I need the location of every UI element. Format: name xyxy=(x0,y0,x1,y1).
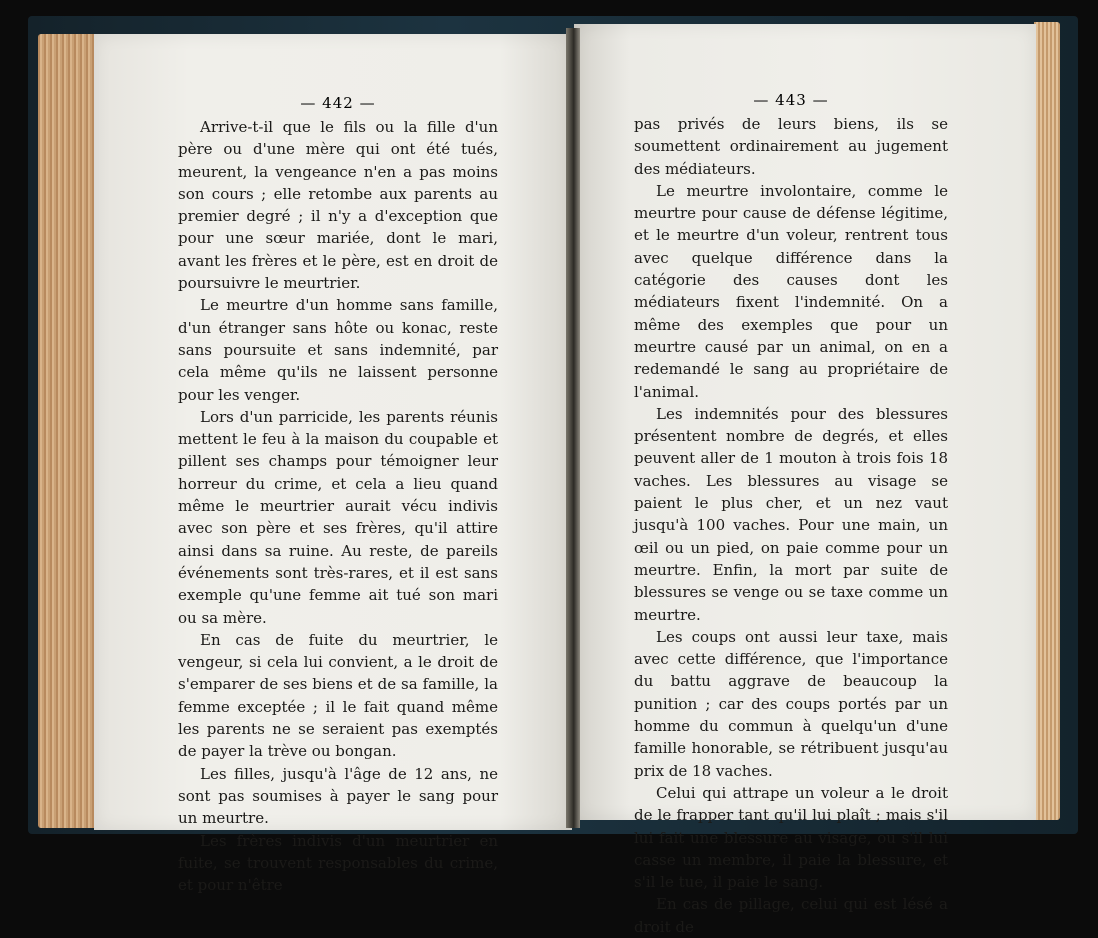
page-edges-left xyxy=(38,34,98,828)
paragraph: Les coups ont aussi leur taxe, mais avec cette différence, que l'importance du battu aggrave de beaucoup la punition ; car des coups portés par un homme du commun à quelqu'un d'une famille honorable, se rétribuent jusqu'au prix de 18 vaches. xyxy=(634,627,948,780)
paragraph: En cas de fuite du meurtrier, le vengeur, si cela lui convient, a le droit de s'emparer de ses biens et de sa famille, la femme exceptée ; il le fait quand même les parents ne se seraient pas exemptés de payer la trève ou bongan. xyxy=(178,630,498,761)
paragraph: Celui qui attrape un voleur a le droit de le frapper tant qu'il lui plaît ; mais s'il lui fait une blessure au visage, ou s'il lui casse un membre, il paie la blessure, et s'il le tue, il paie le sang. xyxy=(634,783,948,892)
paragraph: Les frères indivis d'un meurtrier en fuite, se trouvent responsables du crime, et pour n'être xyxy=(178,831,498,895)
right-page-text xyxy=(634,113,948,938)
paragraph: Les filles, jusqu'à l'âge de 12 ans, ne sont pas soumises à payer le sang pour un meurtre. xyxy=(178,764,498,828)
paragraph: Le meurtre involontaire, comme le meurtre pour cause de défense légitime, et le meurtre d'un voleur, rentrent tous avec quelque différence dans la catégorie des causes dont les médiateurs fixent l'indemnité. On a même des exemples que pour un meurtre causé par un animal, on en a redemandé le sang au propriétaire de l'animal. xyxy=(634,181,948,401)
paragraph: pas privés de leurs biens, ils se soumettent ordinairement au jugement des médiateurs. xyxy=(634,115,948,178)
left-page-number: — 442 — xyxy=(300,94,376,112)
paragraph: En cas de pillage, celui qui est lésé a droit de xyxy=(634,895,948,936)
left-page-text xyxy=(178,116,498,896)
paragraph: Arrive-t-il que le fils ou la fille d'un père ou d'une mère qui ont été tués, meurent, la vengeance n'en a pas moins son cours ; elle retombe aux parents au premier degré ; il n'y a d'exception que pour une sœur mariée, dont le mari, avant les frères et le père, est en droit de poursuivre le meurtrier. xyxy=(178,118,498,293)
right-page-number: — 443 — xyxy=(753,91,829,109)
page-edges-right xyxy=(1034,22,1060,820)
paragraph: Les indemnités pour des blessures présentent nombre de degrés, et elles peuvent aller de 1 mouton à trois fois 18 vaches. Les blessures au visage se paient le plus cher, et un nez vaut jusqu'à 100 vaches. Pour une main, un œil ou un pied, on paie comme pour un meurtre. Enfin, la mort par suite de blessures se venge ou se taxe comme un meurtre. xyxy=(634,404,948,624)
paragraph: Lors d'un parricide, les parents réunis mettent le feu à la maison du coupable et pillent ses champs pour témoigner leur horreur du crime, et cela a lieu quand même le meurtrier aurait vécu indivis avec son père et ses frères, qu'il attire ainsi dans sa ruine. Au reste, de pareils événements sont très-rares, et il est sans exemple qu'une femme ait tué son mari ou sa mère. xyxy=(178,407,498,627)
paragraph: Le meurtre d'un homme sans famille, d'un étranger sans hôte ou konac, reste sans poursuite et sans indemnité, par cela même qu'ils ne laissent personne pour les venger. xyxy=(178,296,498,404)
book-gutter xyxy=(566,28,580,828)
